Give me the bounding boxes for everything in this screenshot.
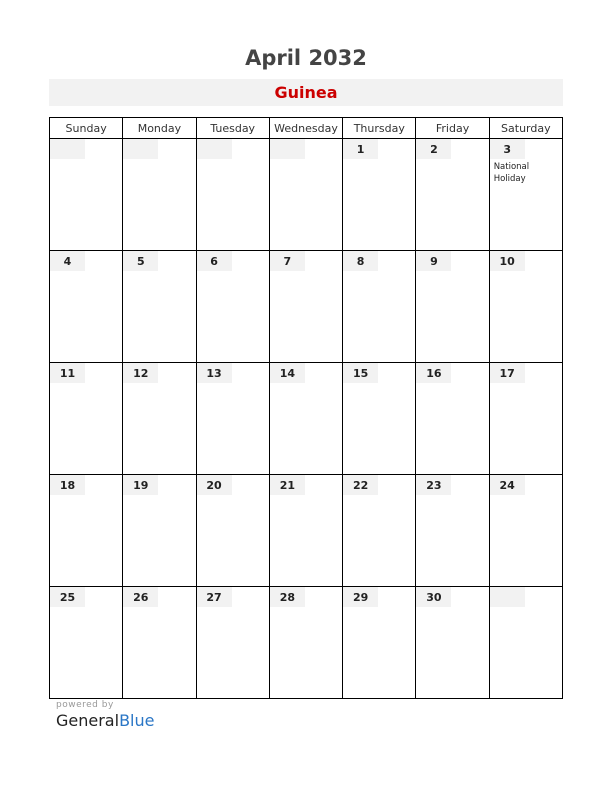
- weekday-header: Thursday: [343, 118, 416, 139]
- day-cell: [489, 475, 562, 587]
- day-cell: [416, 363, 489, 475]
- day-number: 29: [343, 587, 378, 607]
- day-cell: [416, 251, 489, 363]
- day-number: 6: [197, 251, 232, 271]
- day-number: [270, 139, 305, 159]
- week-row: [50, 251, 563, 363]
- day-cell: [196, 587, 269, 699]
- week-row: [50, 587, 563, 699]
- day-number: 16: [416, 363, 451, 383]
- day-number: 10: [490, 251, 525, 271]
- day-cell: [416, 139, 489, 251]
- day-cell: [489, 363, 562, 475]
- day-number: 3: [490, 139, 525, 159]
- day-number: [123, 139, 158, 159]
- day-cell: [50, 139, 123, 251]
- brand-blue: Blue: [119, 711, 155, 730]
- day-number: 7: [270, 251, 305, 271]
- calendar-title: April 2032: [245, 46, 367, 70]
- day-number: [50, 139, 85, 159]
- day-cell: [196, 139, 269, 251]
- day-number: 14: [270, 363, 305, 383]
- day-cell: [123, 251, 196, 363]
- day-number: 15: [343, 363, 378, 383]
- day-cell: [123, 139, 196, 251]
- day-number: 22: [343, 475, 378, 495]
- day-cell: [343, 139, 416, 251]
- day-cell: [343, 587, 416, 699]
- day-cell: [196, 363, 269, 475]
- brand-general: General: [56, 711, 120, 730]
- day-cell: [489, 139, 562, 251]
- day-number: 25: [50, 587, 85, 607]
- day-cell: [343, 251, 416, 363]
- weekday-header: Monday: [123, 118, 196, 139]
- day-cell: [123, 363, 196, 475]
- day-cell: [269, 363, 342, 475]
- day-cell: [269, 251, 342, 363]
- calendar-grid: [49, 117, 563, 699]
- day-cell: [196, 475, 269, 587]
- day-cell: [50, 475, 123, 587]
- day-number: 23: [416, 475, 451, 495]
- weekday-header: Friday: [416, 118, 489, 139]
- day-cell: [269, 587, 342, 699]
- day-cell: [123, 587, 196, 699]
- day-number: 18: [50, 475, 85, 495]
- day-number: 26: [123, 587, 158, 607]
- day-number: 11: [50, 363, 85, 383]
- day-number: 20: [197, 475, 232, 495]
- day-number: 13: [197, 363, 232, 383]
- day-cell: [343, 475, 416, 587]
- weekday-header-row: [50, 118, 563, 139]
- day-number: 4: [50, 251, 85, 271]
- day-number: [197, 139, 232, 159]
- day-number: 24: [490, 475, 525, 495]
- country-name: Guinea: [274, 83, 338, 102]
- day-number: 30: [416, 587, 451, 607]
- day-number: 21: [270, 475, 305, 495]
- day-number: 8: [343, 251, 378, 271]
- day-number: 19: [123, 475, 158, 495]
- day-cell: [269, 139, 342, 251]
- day-number: 9: [416, 251, 451, 271]
- country-banner: [49, 79, 563, 106]
- day-cell: [416, 587, 489, 699]
- day-number: 2: [416, 139, 451, 159]
- day-number: [490, 587, 525, 607]
- day-number: 12: [123, 363, 158, 383]
- day-number: 1: [343, 139, 378, 159]
- day-cell: [123, 475, 196, 587]
- day-cell: [50, 251, 123, 363]
- powered-by-label: powered by: [56, 700, 114, 710]
- week-row: [50, 139, 563, 251]
- holiday-label: National Holiday: [493, 162, 530, 184]
- day-cell: [489, 587, 562, 699]
- footer: [56, 700, 154, 730]
- brand-logo[interactable]: [56, 711, 154, 730]
- day-number: 27: [197, 587, 232, 607]
- weekday-header: Saturday: [489, 118, 562, 139]
- day-cell: [343, 363, 416, 475]
- day-cell: [416, 475, 489, 587]
- week-row: [50, 363, 563, 475]
- day-cell: [50, 587, 123, 699]
- weekday-header: Wednesday: [269, 118, 342, 139]
- day-cell: [489, 251, 562, 363]
- day-cell: [269, 475, 342, 587]
- day-number: 5: [123, 251, 158, 271]
- weekday-header: Tuesday: [196, 118, 269, 139]
- day-number: 28: [270, 587, 305, 607]
- day-cell: [196, 251, 269, 363]
- weekday-header: Sunday: [50, 118, 123, 139]
- day-cell: [50, 363, 123, 475]
- week-row: [50, 475, 563, 587]
- day-number: 17: [490, 363, 525, 383]
